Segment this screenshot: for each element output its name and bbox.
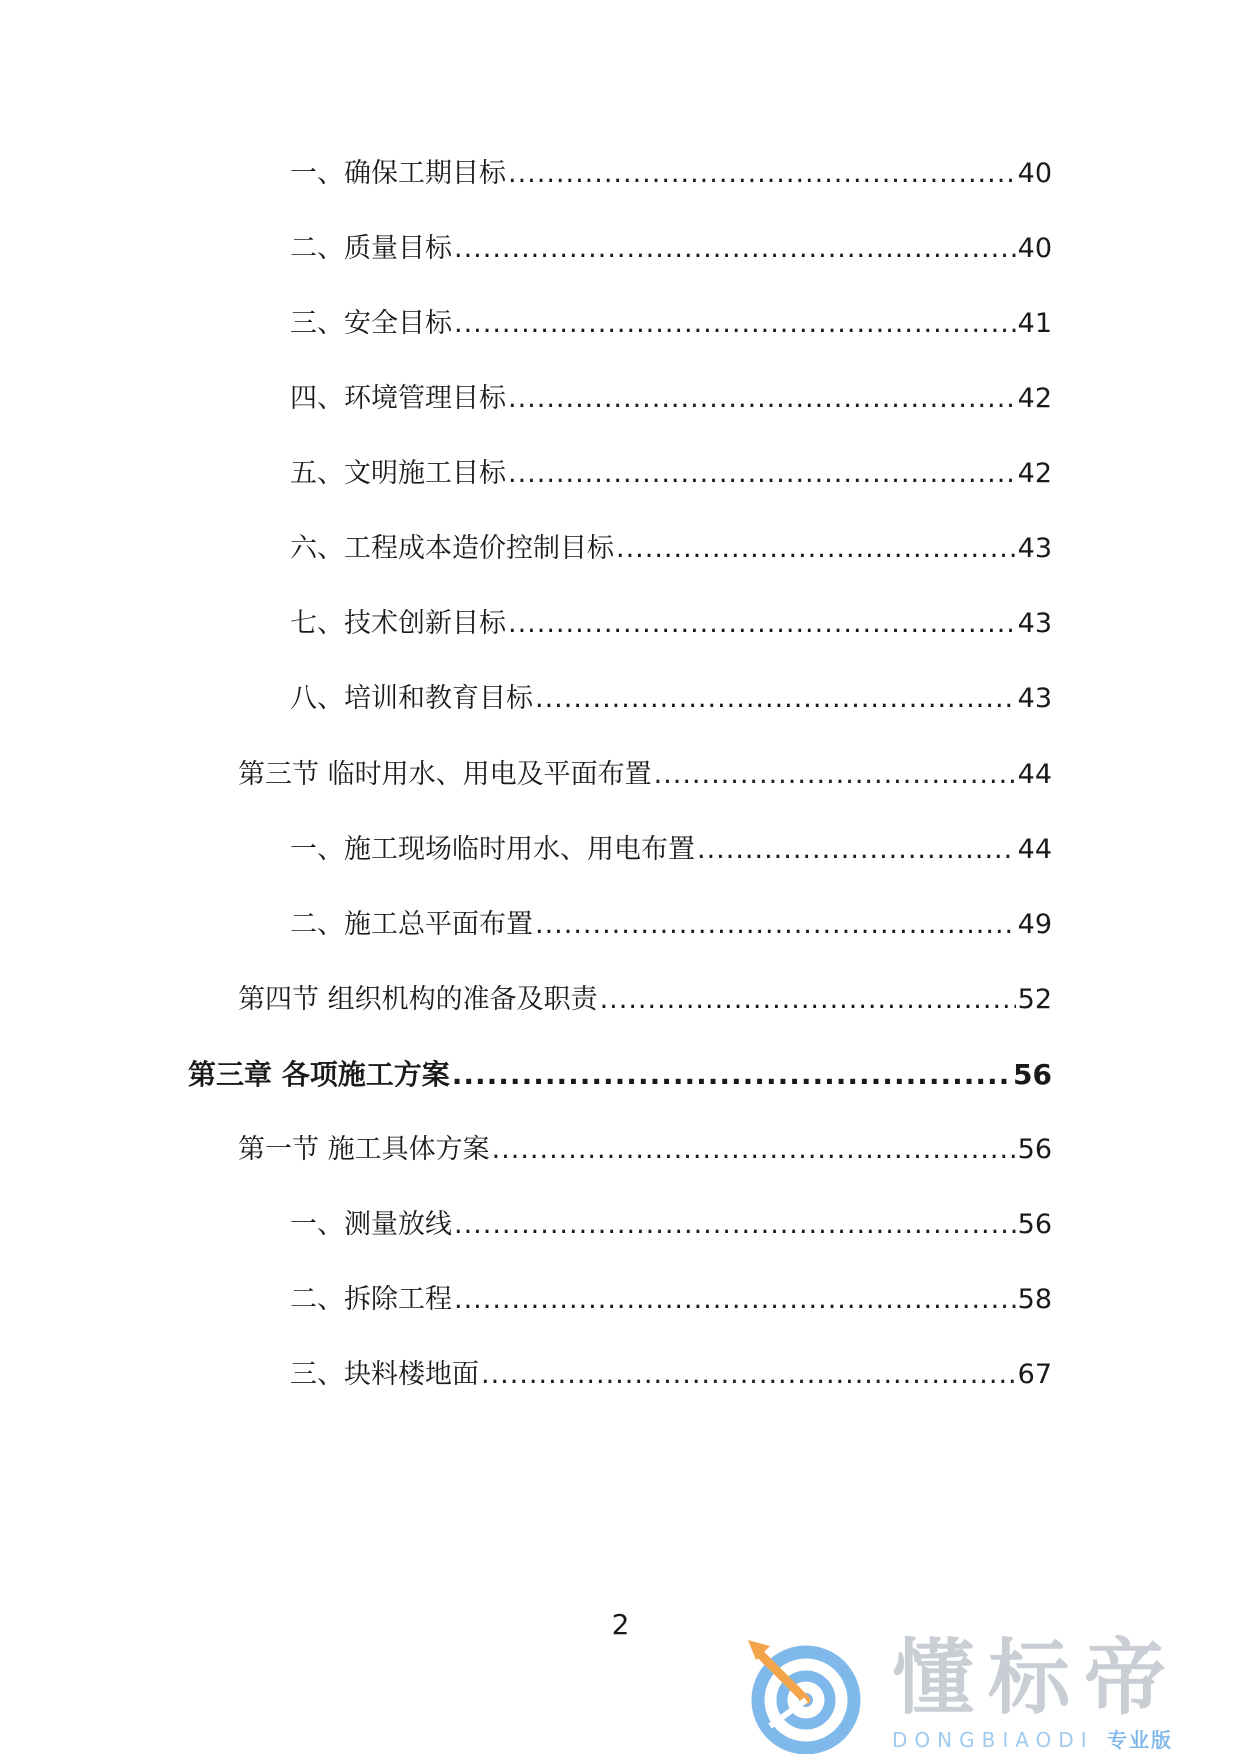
toc-leader-dots — [492, 1133, 1016, 1167]
toc-entry-title: 七、技术创新目标 — [290, 608, 506, 639]
toc-entry-page: 44 — [1017, 834, 1052, 865]
toc-entry-title: 二、拆除工程 — [290, 1284, 452, 1315]
toc-entry-title: 第一节 施工具体方案 — [238, 1134, 490, 1165]
toc-leader-dots — [508, 607, 1016, 641]
toc-entry-page: 43 — [1017, 608, 1052, 639]
toc-chapter-entry[interactable] — [188, 1058, 1052, 1092]
toc-entry-page: 40 — [1017, 233, 1052, 264]
toc-leader-dots — [452, 1058, 1011, 1092]
toc-entry-page: 42 — [1017, 458, 1052, 489]
toc-leader-dots — [481, 1358, 1016, 1392]
toc-leader-dots — [454, 307, 1016, 341]
toc-entry-title: 三、块料楼地面 — [290, 1359, 479, 1390]
toc-section-entry[interactable] — [238, 758, 1052, 792]
toc-entry[interactable] — [290, 382, 1052, 416]
toc-entry-page: 56 — [1017, 1209, 1052, 1240]
brand-subtitle — [892, 1728, 1173, 1752]
toc-entry[interactable] — [290, 232, 1052, 266]
brand-pinyin: DONGBIAODI — [892, 1728, 1094, 1752]
toc-entry[interactable] — [290, 833, 1052, 867]
toc-entry-title: 四、环境管理目标 — [290, 383, 506, 414]
toc-entry-page: 52 — [1017, 984, 1052, 1015]
toc-leader-dots — [454, 232, 1016, 266]
toc-leader-dots — [654, 758, 1016, 792]
toc-leader-dots — [454, 1283, 1016, 1317]
toc-entry[interactable] — [290, 532, 1052, 566]
toc-leader-dots — [535, 908, 1016, 942]
toc-entry[interactable] — [290, 1358, 1052, 1392]
toc-section-entry[interactable] — [238, 983, 1052, 1017]
toc-leader-dots — [697, 833, 1016, 867]
toc-entry[interactable] — [290, 307, 1052, 341]
toc-leader-dots — [616, 532, 1016, 566]
toc-section-entry[interactable] — [238, 1133, 1052, 1167]
toc-entry-title: 八、培训和教育目标 — [290, 683, 533, 714]
toc-entry-title: 第三节 临时用水、用电及平面布置 — [238, 759, 652, 790]
toc-entry-page: 43 — [1017, 683, 1052, 714]
toc-entry-title: 二、质量目标 — [290, 233, 452, 264]
toc-entry-page: 42 — [1017, 383, 1052, 414]
toc-entry[interactable] — [290, 1283, 1052, 1317]
toc-entry-page: 56 — [1013, 1058, 1052, 1091]
toc-entry-title: 一、确保工期目标 — [290, 158, 506, 189]
toc-leader-dots — [508, 382, 1016, 416]
toc-entry[interactable] — [290, 1208, 1052, 1242]
toc-entry[interactable] — [290, 157, 1052, 191]
toc-entry[interactable] — [290, 908, 1052, 942]
toc-entry-title: 五、文明施工目标 — [290, 458, 506, 489]
toc-entry-title: 第三章 各项施工方案 — [188, 1058, 450, 1091]
brand-name: 懂标帝 — [892, 1631, 1181, 1726]
toc-entry[interactable] — [290, 682, 1052, 716]
toc-entry-page: 56 — [1017, 1134, 1052, 1165]
toc-leader-dots — [454, 1208, 1016, 1242]
toc-leader-dots — [535, 682, 1016, 716]
toc-entry-page: 41 — [1017, 308, 1052, 339]
toc-entry-page: 40 — [1017, 158, 1052, 189]
target-logo-icon — [740, 1630, 870, 1754]
toc-leader-dots — [508, 457, 1016, 491]
toc-entry-title: 第四节 组织机构的准备及职责 — [238, 984, 598, 1015]
toc-entry-page: 43 — [1017, 533, 1052, 564]
toc-entry-page: 44 — [1017, 759, 1052, 790]
toc-entry-title: 二、施工总平面布置 — [290, 909, 533, 940]
toc-leader-dots — [508, 157, 1016, 191]
toc-entry-title: 三、安全目标 — [290, 308, 452, 339]
brand-watermark — [740, 1630, 1240, 1754]
toc-entry-page: 49 — [1017, 909, 1052, 940]
toc-entry-title: 一、施工现场临时用水、用电布置 — [290, 834, 695, 865]
toc-leader-dots — [600, 983, 1016, 1017]
toc-entry-page: 58 — [1017, 1284, 1052, 1315]
toc-entry-title: 六、工程成本造价控制目标 — [290, 533, 614, 564]
page-number: 2 — [611, 1608, 630, 1641]
toc-entry[interactable] — [290, 607, 1052, 641]
toc-entry-page: 67 — [1017, 1359, 1052, 1390]
toc-entry[interactable] — [290, 457, 1052, 491]
brand-edition: 专业版 — [1106, 1728, 1173, 1752]
toc-entry-title: 一、测量放线 — [290, 1209, 452, 1240]
